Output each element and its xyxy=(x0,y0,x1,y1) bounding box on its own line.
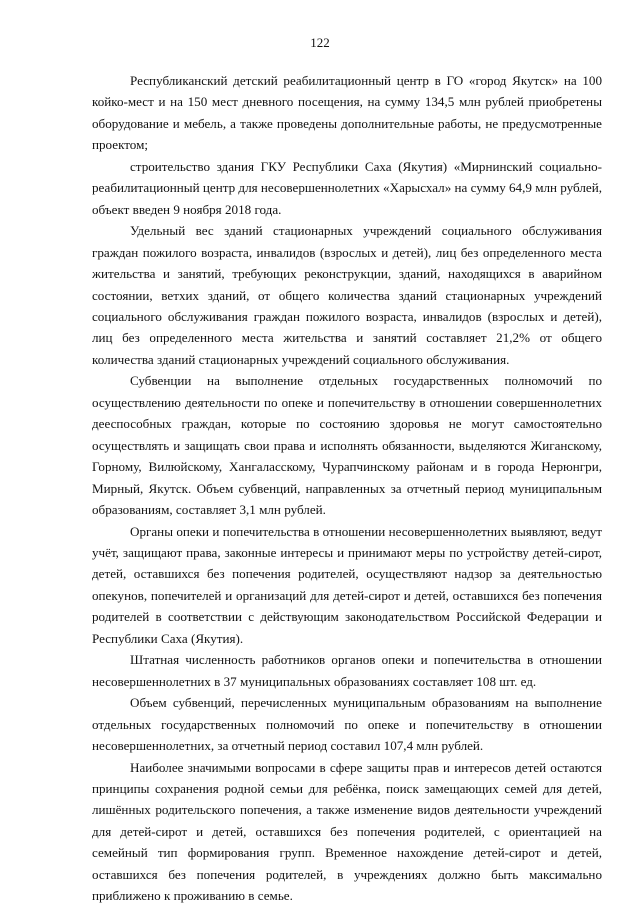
paragraph-building-share: Удельный вес зданий стационарных учреждений социального обслуживания граждан пожилого возраста, инвалидов (взрослых и детей), лиц без определенного места жительства и занятий, требующих реконструкции, зданий, находящихся в аварийном состоянии, ветхих зданий, от общего количества зданий стационарных учреждений социального обслуживания граждан пожилого возраста, инвалидов (взрослых и детей), лиц без определенного места жительства и занятий составляет 21,2% от общего количества зданий стационарных учреждений социального обслуживания. xyxy=(92,223,602,367)
paragraph-subventions-minors: Объем субвенций, перечисленных муниципальным образованиям на выполнение отдельных государственных полномочий по опеке и попечительству в отношении несовершеннолетних, за отчетный период составил 107,4 млн рублей. xyxy=(92,695,602,754)
paragraph-rehab-center: Республиканский детский реабилитационный центр в ГО «город Якутск» на 100 койко-мест и на 150 мест дневного посещения, на сумму 134,5 млн рублей приобретены оборудование и мебель, а также проведены дополнительные работы, не предусмотренные проектом; xyxy=(92,73,602,153)
paragraph-mirny-center: строительство здания ГКУ Республики Саха (Якутия) «Мирнинский социально-реабилитационный центр для несовершеннолетних «Харысхал» на сумму 64,9 млн рублей, объект введен 9 ноября 2018 года. xyxy=(92,158,603,217)
paragraph-staff-count: Штатная численность работников органов опеки и попечительства в отношении несовершеннолетних в 37 муниципальных образованиях составляет 108 шт. ед. xyxy=(92,652,602,689)
page-body xyxy=(92,70,602,907)
page-number: 122 xyxy=(310,35,330,50)
paragraph-guardianship-bodies: Органы опеки и попечительства в отношении несовершеннолетних выявляют, ведут учёт, защищают права, законные интересы и принимают меры по устройству детей-сирот, детей, оставшихся без попечения родителей, осуществляют надзор за деятельностью опекунов, попечителей и организаций для детей-сирот и детей, оставшихся без попечения родителей в соответствии с действующим законодательством Российской Федерации и Республики Саха (Якутия). xyxy=(92,523,602,646)
paragraph-subventions-adults: Субвенции на выполнение отдельных государственных полномочий по осуществлению деятельности по опеке и попечительству в отношении совершеннолетних дееспособных граждан, которые по состоянию здоровья не могут самостоятельно осуществлять и защищать свои права и исполнять обязанности, выделяются Жиганскому, Горному, Вилюйскому, Хангаласскому, Чурапчинскому районам и в города Нерюнгри, Мирный, Якутск. Объем субвенций, направленных за отчетный период муниципальным образованиям, составляет 3,1 млн рублей. xyxy=(92,373,602,518)
paragraph-key-issues: Наиболее значимыми вопросами в сфере защиты прав и интересов детей остаются принципы сохранения родной семьи для ребёнка, поиск замещающих семей для детей, лишённых родительского попечения, а также изменение видов деятельности учреждений для детей-сирот и детей, оставшихся без попечения родителей, с ориентацией на семейный тип формирования групп. Временное нахождение детей-сирот и детей, оставшихся без попечения родителей, в учреждениях должно быть максимально приближено к проживанию в семье. xyxy=(92,759,602,904)
